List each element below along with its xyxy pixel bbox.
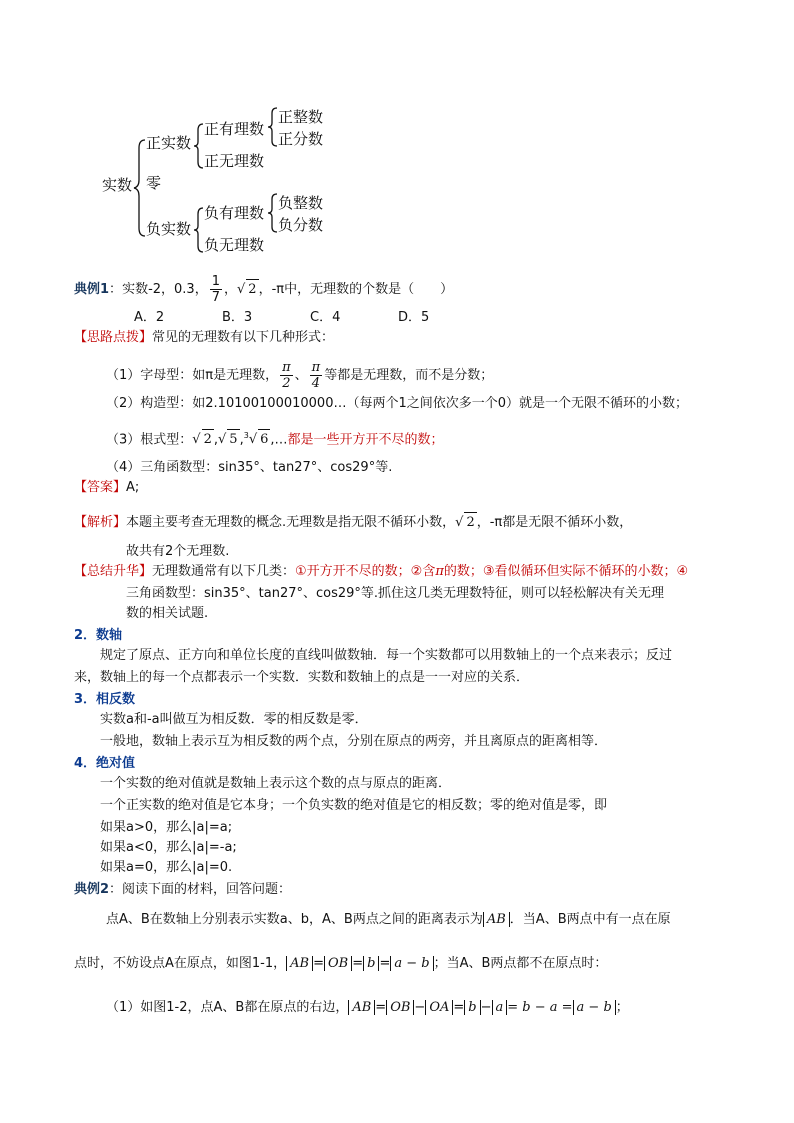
brace-root (134, 140, 146, 236)
summary-line-3: 数的相关试题. (126, 606, 209, 621)
brace-neg-rational (268, 194, 278, 232)
section-3-para-1: 实数a和-a叫做互为相反数．零的相反数是零． (100, 712, 368, 727)
tree-neg-fraction: 负分数 (278, 216, 324, 234)
hint-item-3: （3）根式型：√ 2 ,√ 5 ,$^3$√ 6 ,…都是一些开方开不尽的数； (106, 426, 444, 450)
hint-intro: 【思路点拨】常见的无理数有以下几种形式： (74, 330, 335, 345)
fraction-one-seventh: $\frac{1}{7}$ (211, 274, 220, 305)
brace-pos-rational (268, 108, 278, 146)
answer-label: 【答案】 (74, 480, 127, 495)
section-4-para-1: 一个实数的绝对值就是数轴上表示这个数的点与原点的距离． (100, 776, 452, 791)
section-4-para-2: 一个正实数的绝对值是它本身；一个负实数的绝对值是它的相反数；零的绝对值是零，即 (100, 798, 608, 813)
example1-label: 典例1 (74, 282, 110, 297)
analysis-line-2: 故共有2个无理数. (126, 544, 230, 559)
tree-pos-irrational: 正无理数 (204, 152, 265, 170)
option-b[interactable]: B．3 (222, 310, 253, 325)
section-3-title: 3．相反数 (74, 692, 136, 707)
example2-label: 典例2 (74, 882, 110, 897)
brace-positive (194, 124, 204, 168)
section-3-para-2: 一般地，数轴上表示互为相反数的两个点，分别在原点的两旁，并且离原点的距离相等． (100, 734, 608, 749)
option-c[interactable]: C．4 (310, 310, 341, 325)
section-2-para-2: 来，数轴上的每一个点都表示一个实数．实数和数轴上的点是一一对应的关系． (74, 670, 530, 685)
section-4-case-1: 如果a>0，那么|a|=a; (100, 820, 233, 835)
tree-pos-fraction: 正分数 (278, 130, 324, 148)
section-2-para-1: 规定了原点、正方向和单位长度的直线叫做数轴．每一个实数都可以用数轴上的一个点来表示；反过 (100, 648, 673, 663)
hint-item-2: （2）构造型：如2.10100100010000…（每两个1之间依次多一个0）就是一个无限不循环的小数； (106, 396, 689, 411)
summary-line-2: 三角函数型：sin35°、tan27°、cos29°等.抓住这几类无理数特征，则可以轻松解决有关无理 (126, 586, 665, 601)
section-2-title: 2．数轴 (74, 628, 123, 643)
tree-zero: 零 (146, 174, 162, 192)
tree-negative: 负实数 (146, 220, 192, 238)
tree-neg-irrational: 负无理数 (204, 236, 265, 254)
hint-label: 【思路点拨】 (74, 330, 153, 345)
answer: 【答案】A; (74, 480, 140, 495)
tree-neg-integer: 负整数 (278, 194, 324, 212)
tree-pos-integer: 正整数 (278, 108, 324, 126)
tree-root: 实数 (102, 176, 133, 194)
hint-item-4: （4）三角函数型：sin35°、tan27°、cos29°等. (106, 460, 393, 475)
sqrt-2: √ 2 (237, 282, 259, 297)
section-4-case-3: 如果a=0，那么|a|=0. (100, 860, 233, 875)
option-a[interactable]: A．2 (134, 310, 165, 325)
tree-positive: 正实数 (146, 134, 192, 152)
example2-question: 典例2：阅读下面的材料，回答问题： (74, 882, 292, 897)
hint-item-1: （1）字母型：如π是无理数， $\frac{\pi}{2}$ 、 $\frac{\pi}{4}$ 等都是无理数，而不是分数； (106, 360, 494, 391)
example2-line-1: 点A、B在数轴上分别表示实数a、b，A、B两点之间的距离表示为 AB ．当A、B两点中有一点在原 (106, 912, 671, 927)
example2-line-3: （1）如图1-2，点A、B都在原点的右边， AB = OB − OA = b − a = b − a = a − b ； (106, 1000, 629, 1015)
summary-line-1: 【总结升华】无理数通常有以下几类：①开方开不尽的数；②含π的数；③看似循环但实际不循环的小数；④ (74, 564, 689, 579)
section-4-title: 4．绝对值 (74, 756, 136, 771)
tree-neg-rational: 负有理数 (204, 204, 265, 222)
example1-question: 典例1：实数-2，0.3， $\frac{1}{7}$ ，√ 2 ，-π中，无理数的个数是（ ） (74, 274, 454, 305)
analysis-line-1: 【解析】本题主要考查无理数的概念.无理数是指无限不循环小数，√ 2 ，-π都是无限不循环小数， (74, 512, 632, 533)
option-d[interactable]: D．5 (398, 310, 430, 325)
summary-label: 【总结升华】 (74, 564, 153, 579)
analysis-label: 【解析】 (74, 515, 127, 530)
example2-line-2: 点时，不妨设点A在原点，如图1-1， AB = OB = b = a − b ；当A、B两点都不在原点时： (74, 956, 608, 971)
brace-negative (194, 208, 204, 252)
section-4-case-2: 如果a<0，那么|a|=-a; (100, 840, 237, 855)
tree-pos-rational: 正有理数 (204, 120, 265, 138)
